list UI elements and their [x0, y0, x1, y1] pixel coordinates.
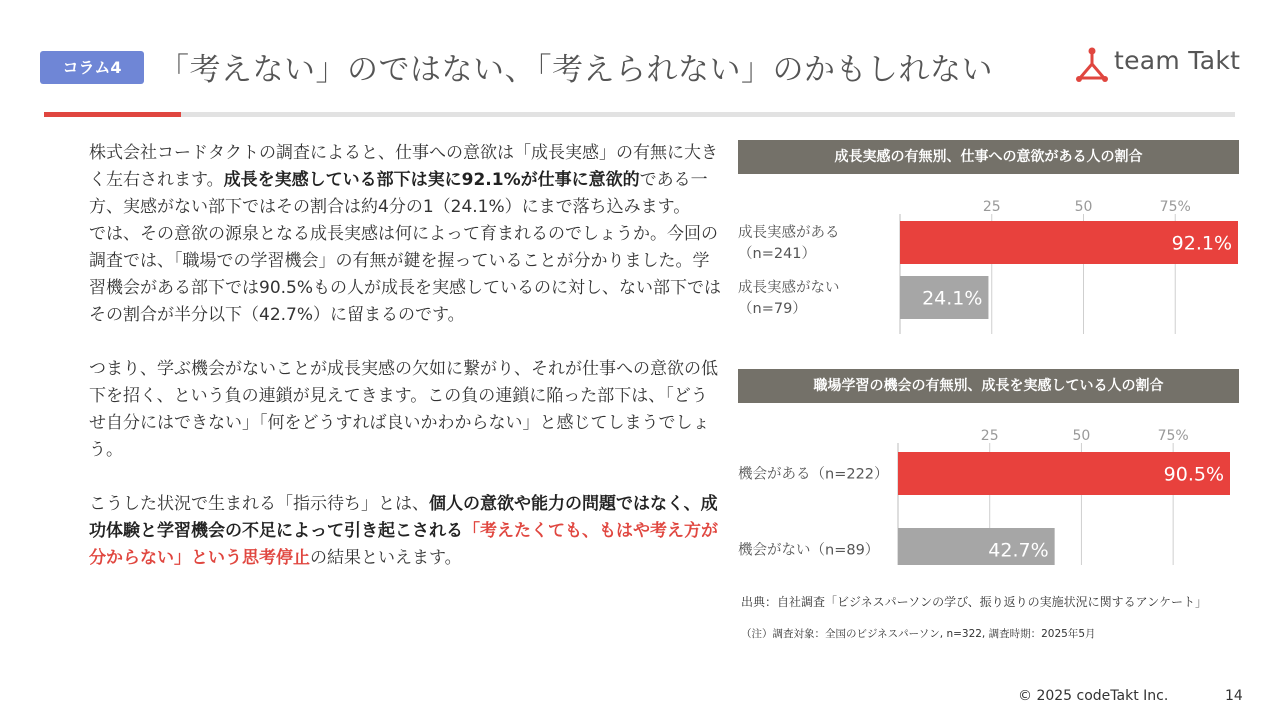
- header-divider: [44, 112, 1235, 117]
- page-number: 14: [1225, 688, 1243, 704]
- paragraph-3-text-a: こうした状況で生まれる「指示待ち」とは、: [89, 494, 429, 514]
- team-takt-logo: [1072, 44, 1241, 84]
- column-badge: コラム4: [40, 51, 144, 84]
- chart-2-value-label: 90.5%: [1163, 463, 1224, 486]
- chart-1-tick-label: 50: [1074, 199, 1093, 215]
- paragraph-1-text-c: である一方、実感がない部下ではその割合は約4分の1（24.1%）にまで落ち込みます。: [89, 170, 708, 217]
- chart-2-title: 職場学習の機会の有無別、成長を実感している人の割合: [738, 369, 1239, 403]
- page-title: 「考えない」のではない、「考えられない」のかもしれない: [158, 52, 993, 88]
- paragraph-3-text-d: の結果といえます。: [310, 548, 462, 568]
- paragraph-1-emphasis: 成長を実感している部下は実に92.1%が仕事に意欲的: [223, 170, 640, 190]
- chart-1-category-label: （n=79）: [738, 301, 807, 317]
- logo-wordmark: team Takt: [1114, 46, 1241, 75]
- chart-1-value-label: 92.1%: [1171, 232, 1232, 255]
- chart-1-tick-label: 75%: [1159, 199, 1191, 215]
- header-divider-accent: [44, 112, 181, 117]
- logo-mark-icon: [1072, 44, 1112, 84]
- chart-1-category-label: 成長実感がある: [738, 225, 840, 241]
- paragraph-2: つまり、学ぶ機会がないことが成長実感の欠如に繋がり、それが仕事への意欲の低下を招く、という負の連鎖が見えてきます。この負の連鎖に陥った部下は、「どうせ自分にはできない」「何をどうすれば良いかわからない」と感じてしまうでしょう。: [89, 359, 718, 460]
- chart-2-tick-label: 75%: [1157, 428, 1189, 444]
- survey-note: （注）調査対象：全国のビジネスパーソン, n=322, 調査時期：2025年5月: [741, 628, 1096, 640]
- chart-2-category-label: 機会がある（n=222）: [738, 466, 889, 483]
- paragraph-3-emphasis: 個人の意欲や能力の問題ではなく、成功体験と学習機会の不足によって引き起こされる: [89, 494, 718, 541]
- source-citation: 出典：自社調査「ビジネスパーソンの学び、振り返りの実施状況に関するアンケート」: [741, 595, 1207, 609]
- paragraph-3-highlight: 「考えたくても、もはや考え方が分からない」という思考停止: [89, 521, 718, 568]
- chart-1-category-label: （n=241）: [738, 246, 817, 262]
- article-body: [89, 140, 721, 599]
- chart-2-category-label: 機会がない（n=89）: [738, 542, 880, 559]
- paragraph-3: [89, 491, 721, 572]
- copyright: © 2025 codeTakt Inc.: [1018, 688, 1169, 704]
- paragraph-1-text-a: 株式会社コードタクトの調査によると、仕事への意欲は「成長実感」の有無に大きく左右されます。: [89, 143, 718, 190]
- paragraph-1: [89, 140, 721, 329]
- paragraph-1-text-d: では、その意欲の源泉となる成長実感は何によって育まれるのでしょうか。今回の調査では、「職場での学習機会」の有無が鍵を握っていることが分かりました。学習機会がある部下では90.5%もの人が成長を実感しているのに対し、ない部下ではその割合が半分以下（42.7%）に留まるのです。: [89, 224, 722, 325]
- chart-2-value-label: 42.7%: [988, 539, 1049, 562]
- chart-2-tick-label: 25: [980, 428, 999, 444]
- chart-2-tick-label: 50: [1072, 428, 1091, 444]
- chart-1-category-label: 成長実感がない: [738, 280, 840, 296]
- chart-1-tick-label: 25: [982, 199, 1001, 215]
- chart-2-plot: [730, 417, 1245, 565]
- chart-1-title: 成長実感の有無別、仕事への意欲がある人の割合: [738, 140, 1239, 174]
- chart-1-plot: [730, 188, 1245, 336]
- chart-1-value-label: 24.1%: [922, 287, 983, 310]
